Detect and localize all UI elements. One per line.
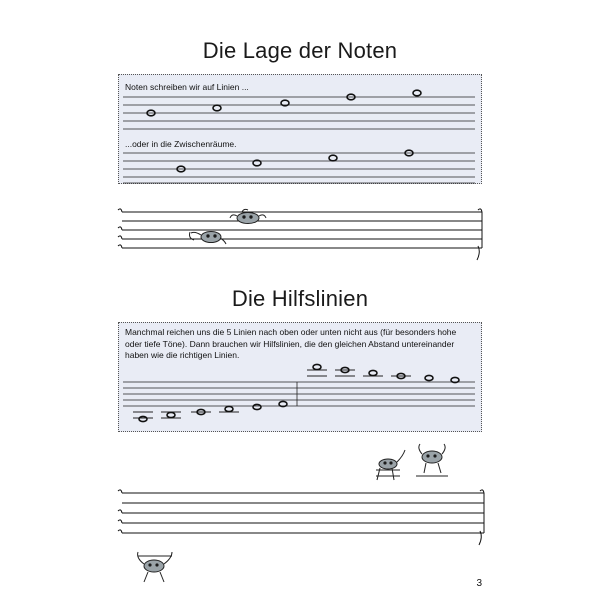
page-title-hilfslinien: Die Hilfslinien — [231, 286, 369, 311]
page-number: 3 — [476, 578, 482, 589]
page-title-lage: Die Lage der Noten — [202, 38, 398, 63]
practice-staff-1 — [116, 202, 486, 262]
whole-note-icon — [313, 364, 459, 382]
staff-examples — [119, 75, 481, 183]
note-character-bottom — [128, 542, 188, 587]
whole-note-icon — [139, 401, 287, 421]
ledger-lines-box — [118, 322, 482, 432]
caption-lines: Noten schreiben wir auf Linien ... — [125, 82, 249, 92]
caption-spaces: ...oder in die Zwischenräume. — [125, 139, 237, 149]
whole-note-icon — [147, 90, 421, 116]
practice-staff-2 — [116, 486, 488, 546]
ledger-staff-examples — [119, 323, 481, 431]
notes-position-box — [118, 74, 482, 184]
note-characters-ledger — [370, 440, 460, 485]
note-character-icon — [190, 232, 227, 245]
ledger-lines-text: Manchmal reichen uns die 5 Linien nach oben oder unten nicht aus (für besonders hohe oder tiefe Töne). Dann brauchen wir Hilfslinien, die den gleichen Abstand untereinander haben wie die richtigen Linien. — [125, 327, 457, 360]
note-character-icon — [419, 444, 445, 473]
